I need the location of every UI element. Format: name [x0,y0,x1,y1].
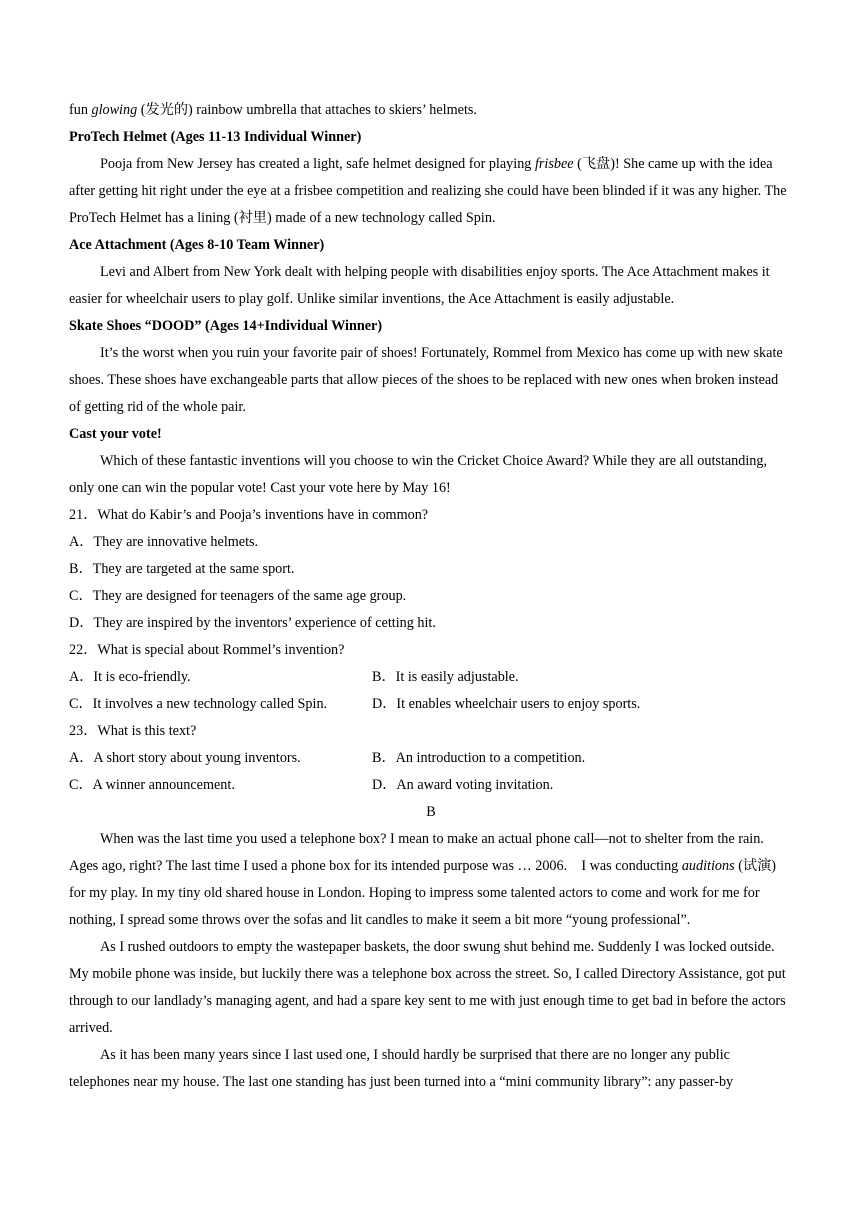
option-b: B．An introduction to a competition. [372,750,586,766]
option-row [69,664,793,691]
ace-heading: Ace Attachment (Ages 8-10 Team Winner) [69,237,325,253]
option-a: A．A short story about young inventors. [69,750,301,766]
passage-b-paragraph-2: As I rushed outdoors to empty the wastepaper baskets, the door swung shut behind me. Suddenly I was locked outside. My mobile phone was inside, but luckily there was a telephone box across the street. So, I called Directory Assistance, got put through to our landlady’s managing agent, and had a spare key sent to me with just enough time to get bad in before the actors arrived. [69,939,786,1036]
protech-text-post: (飞盘)! She came up with the idea after getting hit right under the eye at a frisbee competition and realizing she could have been blinded if it was any higher. The ProTech Helmet has a lining (衬里) made of a new technology called Spin. [69,156,787,226]
vote-heading: Cast your vote! [69,426,162,442]
intro-tail-pre: fun [69,102,92,118]
question-stem: 22．What is special about Rommel’s invention? [69,642,345,658]
option-c: C．It involves a new technology called Spin. [69,696,328,712]
protech-paragraph [69,151,793,232]
option-d: D．It enables wheelchair users to enjoy sports. [372,696,641,712]
passage-b-paragraph-3: As it has been many years since I last used one, I should hardly be surprised that there are no longer any public telephones near my house. The last one standing has just been turned into a “mini community library”: any passer-by [69,1047,734,1090]
question-22 [69,637,793,718]
option-b: B．They are targeted at the same sport. [69,561,295,577]
question-21 [69,502,793,637]
option-row [69,745,793,772]
option-b: B．It is easily adjustable. [372,669,519,685]
option-c: C．They are designed for teenagers of the same age group. [69,588,407,604]
protech-emphasis: frisbee [534,156,574,172]
question-23 [69,718,793,799]
skate-paragraph: It’s the worst when you ruin your favorite pair of shoes! Fortunately, Rommel from Mexico has come up with new skate shoes. These shoes have exchangeable parts that allow pieces of the shoes to be replaced with new ones when broken instead of getting rid of the whole pair. [69,345,783,415]
skate-heading: Skate Shoes “DOOD” (Ages 14+Individual Winner) [69,318,383,334]
passage-b-paragraph-1 [69,826,793,934]
intro-tail-emphasis: glowing [91,102,138,118]
protech-heading: ProTech Helmet (Ages 11-13 Individual Winner) [69,129,362,145]
ace-paragraph: Levi and Albert from New York dealt with helping people with disabilities enjoy sports. The Ace Attachment makes it easier for wheelchair users to play golf. Unlike similar inventions, the Ace Attachment is easily adjustable. [69,264,770,307]
passage-b-p1-pre: When was the last time you used a telephone box? I mean to make an actual phone call—not to shelter from the rain. Ages ago, right? The last time I used a phone box for its intended purpose was … 2006. I was conducting [69,831,767,874]
question-stem: 21．What do Kabir’s and Pooja’s inventions have in common? [69,507,429,523]
option-a: A．It is eco-friendly. [69,669,191,685]
option-d: D．They are inspired by the inventors’ experience of cetting hit. [69,615,436,631]
option-c: C．A winner announcement. [69,777,235,793]
passage-b-label: B [426,804,436,820]
option-row [69,772,793,799]
intro-tail-paragraph [69,97,793,124]
option-d: D．An award voting invitation. [372,777,554,793]
passage-b-p1-emphasis: auditions [681,858,735,874]
question-stem: 23．What is this text? [69,723,197,739]
vote-paragraph: Which of these fantastic inventions will you choose to win the Cricket Choice Award? While they are all outstanding, only one can win the popular vote! Cast your vote here by May 16! [69,453,768,496]
protech-text-pre: Pooja from New Jersey has created a light, safe helmet designed for playing [100,156,535,172]
option-a: A．They are innovative helmets. [69,534,259,550]
option-row [69,691,793,718]
intro-tail-post: (发光的) rainbow umbrella that attaches to skiers’ helmets. [137,102,477,118]
passage-b-p1-post: (试演) for my play. In my tiny old shared house in London. Hoping to impress some talented actors to come and work for me for nothing, I spread some throws over the sofas and lit candles to make it seem a bit more “young professional”. [69,858,777,928]
document-page [69,97,793,1096]
